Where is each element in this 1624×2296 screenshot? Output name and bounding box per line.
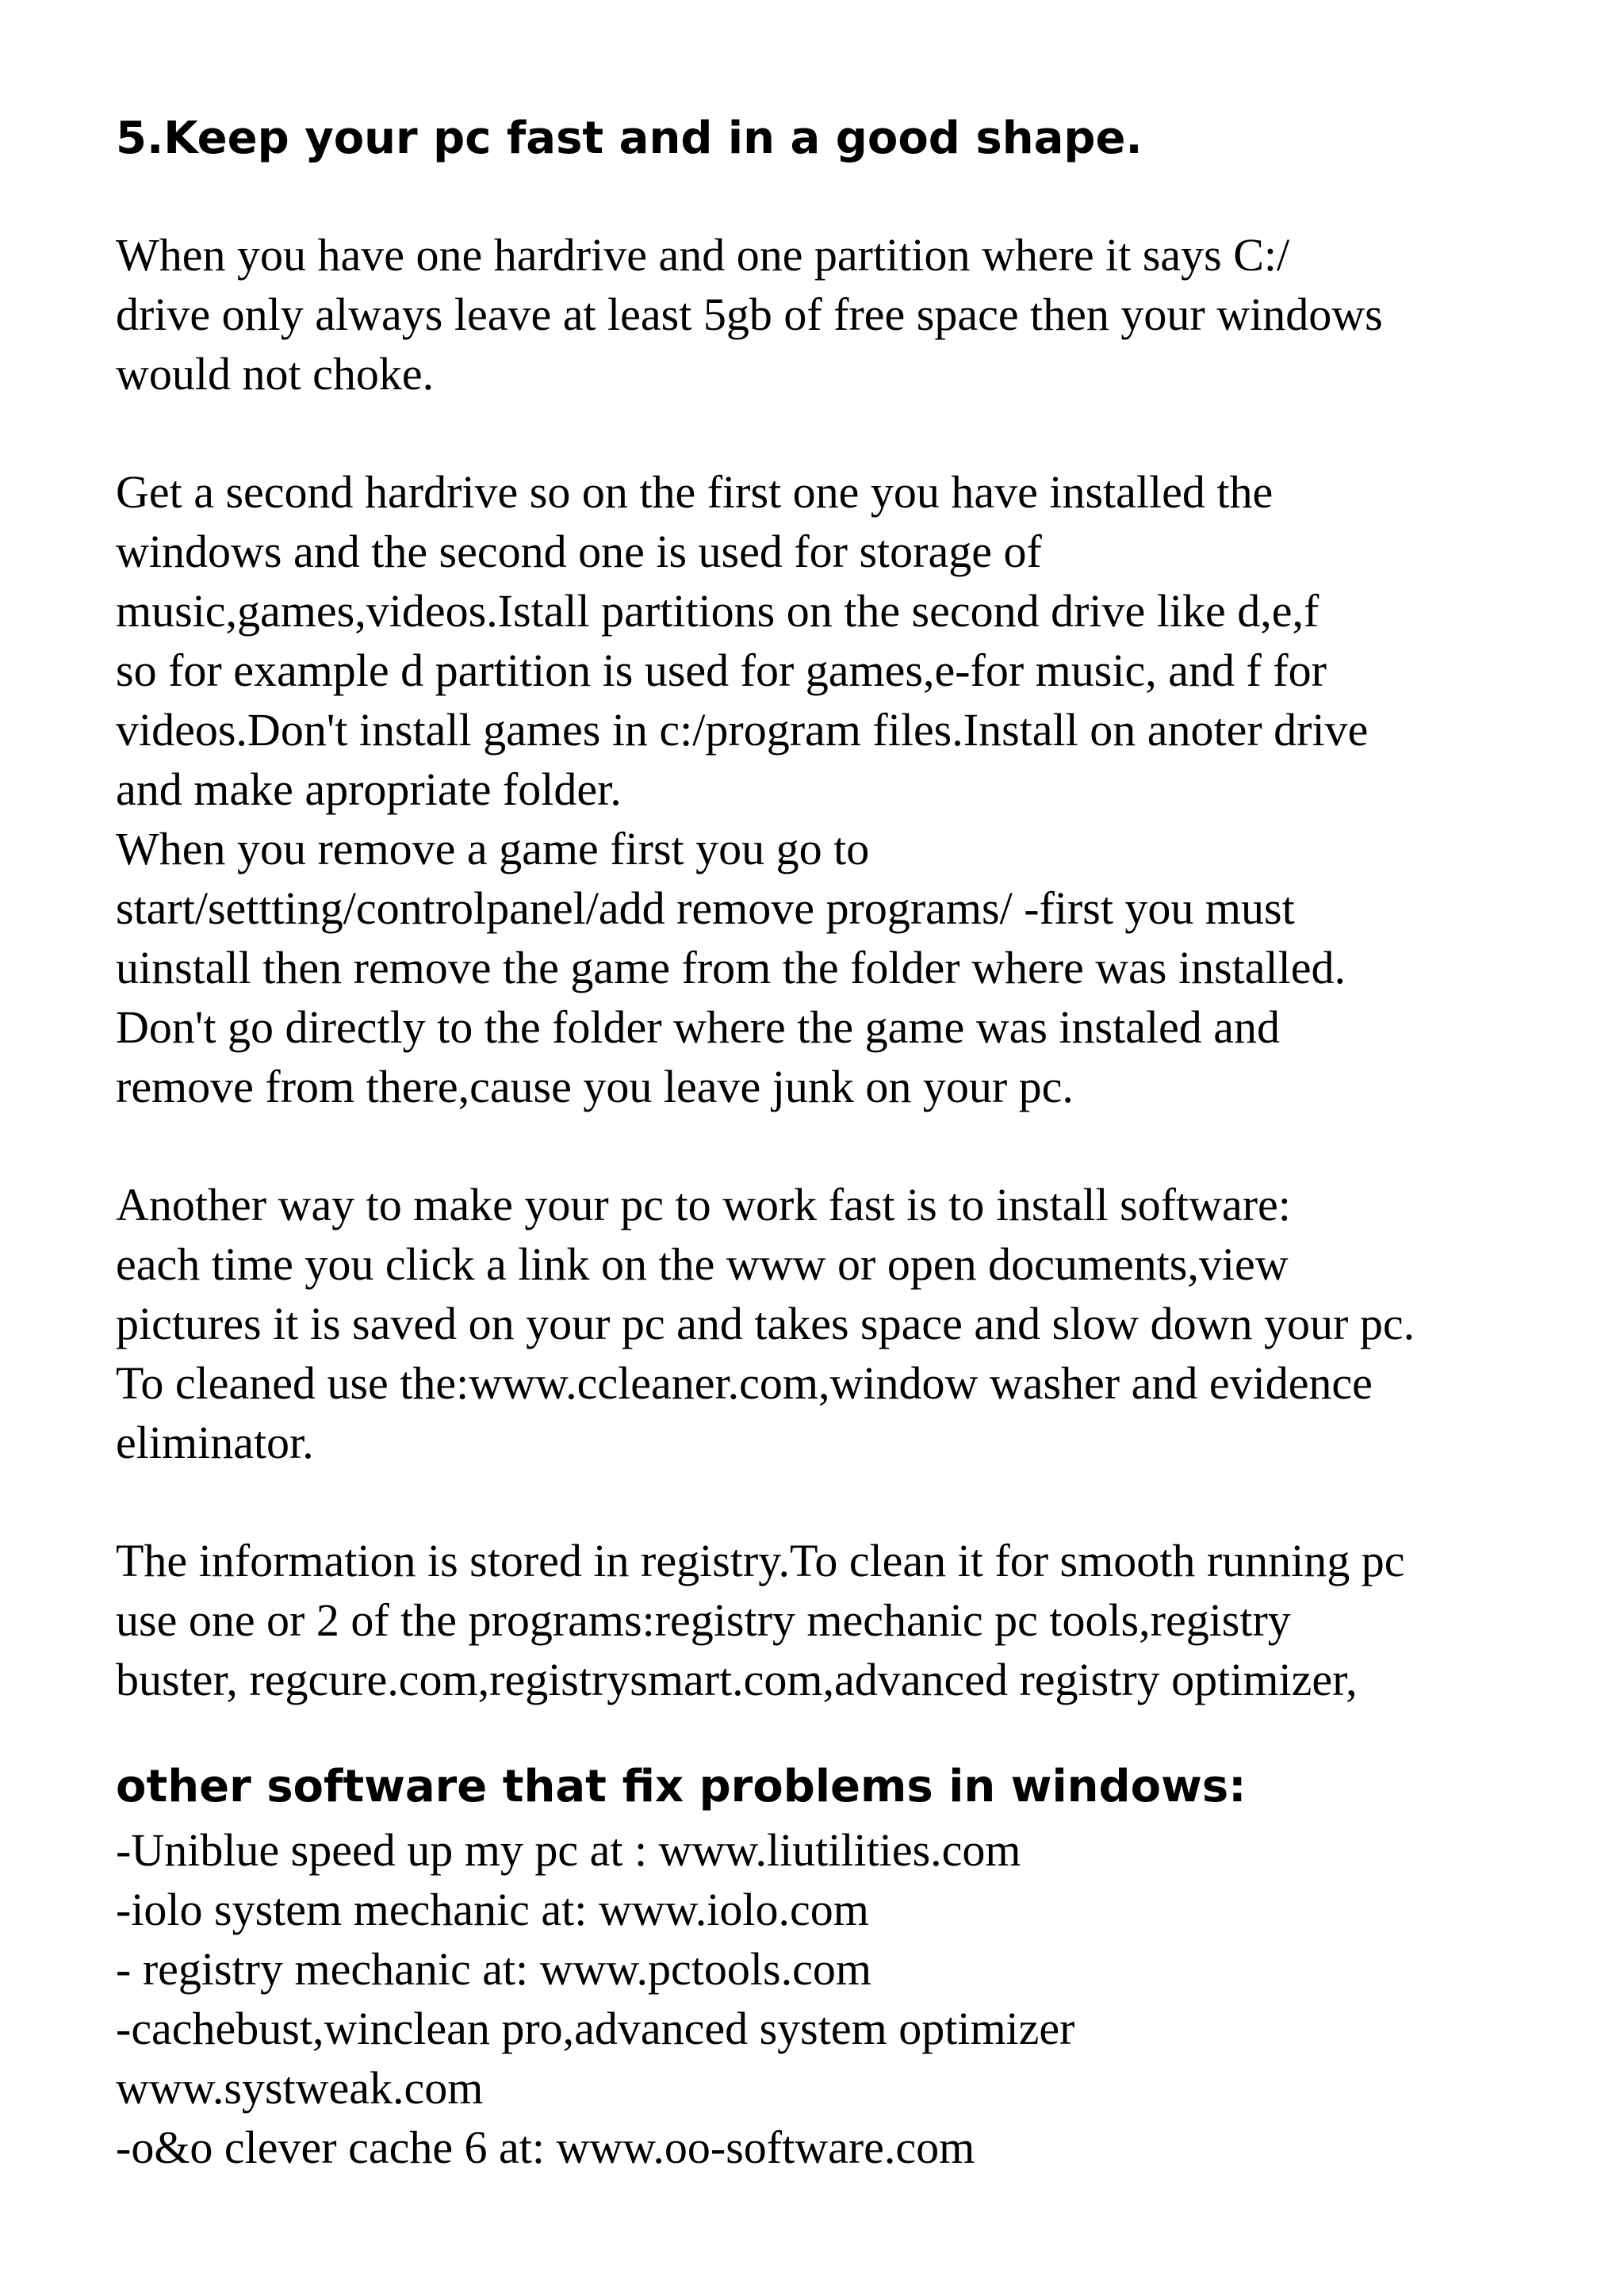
list-item: -Uniblue speed up my pc at : www.liutilities.com	[116, 1824, 1021, 1876]
text-line: music,games,videos.Istall partitions on the second drive like d,e,f	[116, 585, 1320, 637]
text-line: start/settting/controlpanel/add remove programs/ -first you must	[116, 882, 1295, 934]
text-line: Another way to make your pc to work fast is to install software:	[116, 1179, 1291, 1230]
text-line: so for example d partition is used for games,e-for music, and f for	[116, 645, 1327, 696]
text-line: and make apropriate folder.	[116, 763, 622, 815]
text-line: Get a second hardrive so on the first one you have installed the	[116, 466, 1274, 518]
text-line: Don't go directly to the folder where the game was instaled and	[116, 1001, 1281, 1053]
text-line: videos.Don't install games in c:/program files.Install on anoter drive	[116, 704, 1369, 756]
list-item: -cachebust,winclean pro,advanced system optimizer	[116, 2003, 1075, 2054]
text-line: When you remove a game first you go to	[116, 823, 870, 874]
paragraph-cleaning-software	[116, 1175, 1576, 1472]
text-line: eliminator.	[116, 1417, 314, 1468]
software-section-heading: other software that fix problems in windows:	[116, 1761, 1247, 1812]
page-title: 5.Keep your pc fast and in a good shape.	[116, 113, 1143, 164]
list-item: -iolo system mechanic at: www.iolo.com	[116, 1884, 869, 1935]
text-line: buster, regcure.com,registrysmart.com,advanced registry optimizer,	[116, 1654, 1358, 1705]
text-line: uinstall then remove the game from the folder where was installed.	[116, 942, 1346, 993]
text-line: windows and the second one is used for storage of	[116, 526, 1042, 577]
text-line: remove from there,cause you leave junk on your pc.	[116, 1061, 1074, 1112]
list-item: -o&o clever cache 6 at: www.oo-software.com	[116, 2122, 975, 2173]
list-item: www.systweak.com	[116, 2062, 484, 2114]
text-line: would not choke.	[116, 348, 435, 400]
text-line: To cleaned use the:www.ccleaner.com,window washer and evidence	[116, 1357, 1373, 1409]
paragraph-second-hardrive	[116, 462, 1576, 1116]
text-line: The information is stored in registry.To clean it for smooth running pc	[116, 1535, 1405, 1586]
text-line: drive only always leave at least 5gb of free space then your windows	[116, 289, 1383, 340]
software-list	[116, 1820, 1576, 2177]
text-line: each time you click a link on the www or open documents,view	[116, 1238, 1289, 1290]
list-item: - registry mechanic at: www.pctools.com	[116, 1943, 871, 1995]
text-line: When you have one hardrive and one partition where it says C:/	[116, 229, 1290, 281]
text-line: use one or 2 of the programs:registry mechanic pc tools,registry	[116, 1594, 1291, 1646]
paragraph-registry	[116, 1531, 1576, 1709]
paragraph-free-space	[116, 225, 1576, 404]
text-line: pictures it is saved on your pc and takes space and slow down your pc.	[116, 1298, 1415, 1349]
